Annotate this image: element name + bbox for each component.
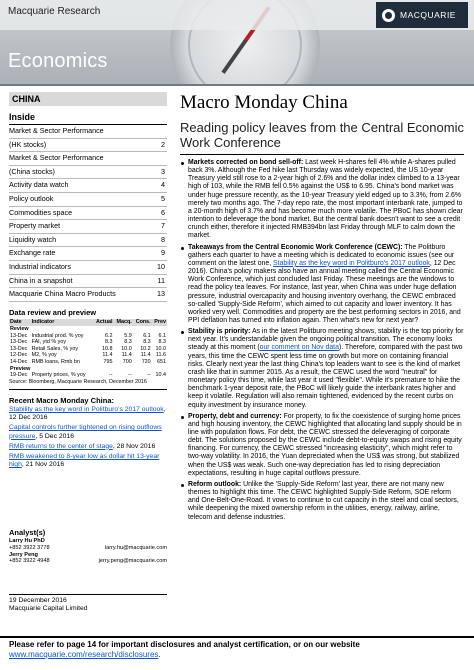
data-review-cell: -- — [128, 372, 132, 379]
toc-item-page: 4 — [161, 180, 165, 190]
data-review-column-header: Prev — [152, 319, 167, 326]
toc-item[interactable] — [9, 275, 167, 289]
data-review-cell: 8.3 — [158, 339, 166, 346]
toc-item-page: 10 — [157, 261, 165, 271]
data-review-row — [9, 359, 167, 366]
data-review-cell: 14-Dec — [10, 358, 28, 365]
data-review-group-row — [9, 326, 167, 333]
data-review-cell: 10.0 — [121, 345, 132, 352]
recent-reports-heading: Recent Macro Monday China: — [9, 395, 115, 405]
footer — [0, 636, 474, 670]
data-review-cell: 651 — [157, 358, 166, 365]
key-point-lead: Markets corrected on bond sell-off: — [188, 159, 304, 166]
section-title: Economics — [8, 50, 108, 72]
key-point — [180, 159, 464, 241]
toc-item-label: Market & Sector Performance — [9, 126, 104, 135]
toc-item[interactable] — [9, 179, 167, 193]
analysts-heading: Analyst(s) — [9, 528, 46, 537]
report-date-block — [9, 594, 167, 613]
data-review-cell: 8.3 — [143, 339, 151, 346]
recent-report-link[interactable]: Capital controls further tightened on rising outflows pressure — [9, 424, 162, 440]
data-review-cell: 6.1 — [143, 332, 151, 339]
recent-report-date: , 5 Dec 2016 — [35, 432, 74, 440]
toc-item[interactable] — [9, 139, 167, 153]
table-of-contents — [9, 125, 167, 302]
toc-item[interactable] — [9, 234, 167, 248]
data-review-cell: 12-Dec — [10, 352, 28, 359]
recent-report-item — [9, 443, 167, 451]
key-point-link[interactable]: Stability as the key word in Politburo's 2017 outlook — [273, 259, 430, 267]
data-review-column-header: Actual — [93, 319, 114, 326]
analyst-name: Jerry Peng — [9, 551, 38, 558]
key-point-lead: Stability is priority: — [188, 328, 251, 336]
toc-item-page — [165, 127, 167, 136]
logo-text: MACQUARIE — [400, 10, 456, 20]
data-review-column-header: Indicator — [31, 319, 93, 326]
key-point-link[interactable]: our comment on Nov data — [259, 344, 339, 352]
data-review-column-header: Macq. — [114, 319, 133, 326]
key-point — [180, 244, 464, 326]
data-review-cell: 720 — [141, 358, 151, 365]
data-review-cell: 10.2 — [140, 345, 151, 352]
data-review-cell: -- — [108, 372, 113, 379]
toc-item[interactable] — [9, 220, 167, 234]
data-review-cell: 13-Dec — [10, 345, 28, 352]
recent-report-date: , 21 Nov 2016 — [21, 461, 65, 469]
data-review-table — [9, 319, 167, 379]
toc-item-page: 5 — [161, 193, 165, 203]
main-content — [180, 92, 464, 525]
toc-item[interactable] — [9, 261, 167, 275]
analyst-phone: +852 3922 3778 — [9, 544, 50, 551]
toc-item-page: 3 — [161, 166, 165, 176]
data-review-cell: -- — [147, 372, 151, 379]
key-point-text: As in the latest Politburo meeting shows, stability is the top priority for next year. It's understandable given the ongoing political transition. The economy looks steady at this moment ( — [188, 328, 464, 352]
data-review-group-label: Preview — [10, 365, 31, 372]
toc-item-label: Industrial indicators — [9, 261, 71, 271]
recent-report-date: , 12 Dec 2016 — [9, 405, 166, 422]
key-point — [180, 328, 464, 410]
key-point-lead: Takeaways from the Central Economic Work Conference (CEWC): — [188, 243, 403, 251]
key-point-text-continued: ). Therefore, compared with the past two years, this time the CEWC spent less time on growth but more on containing financial risks. Clearly next year the last thing China's top leaders want to see is the kind of market crash like that in summer 2015. As a result, the CEWC used the word "neutral" for monetary policy this time, while last year it used "flexible". While it's premature to hike the benchmark 1-year deposit rate, the PBoC will likely guide the interbank rates higher and keep it volatile. Regulation will also remain tightened, evidenced by the recent curbs on equity investment by insurance money. — [188, 344, 463, 409]
toc-item[interactable] — [9, 207, 167, 221]
recent-report-item — [9, 406, 167, 422]
country-label: CHINA — [9, 92, 167, 106]
report-title: Macro Monday China — [180, 92, 348, 113]
header-divider — [0, 84, 474, 86]
disclosure-link-row — [9, 650, 465, 660]
data-review-group-label: Review — [10, 326, 29, 333]
toc-item[interactable] — [9, 152, 167, 166]
toc-item-page — [165, 154, 167, 163]
disclosure-link-suffix: . — [158, 650, 161, 659]
data-review-cell: RMB loans, Rmb bn — [31, 358, 80, 365]
data-review-cell: 13-Dec — [10, 332, 28, 339]
toc-item-label: Activity data watch — [9, 180, 69, 190]
key-point-lead: Reform outlook: — [188, 480, 242, 488]
analyst-email[interactable]: jerry.peng@macquarie.com — [98, 558, 167, 565]
data-review-column-header: Date — [9, 319, 31, 326]
toc-item[interactable] — [9, 247, 167, 261]
data-review-column-header: Cons. — [133, 319, 152, 326]
data-review-row — [9, 372, 167, 379]
analyst-email[interactable]: larry.hu@macquarie.com — [104, 544, 167, 551]
macquarie-logo — [376, 2, 468, 28]
toc-item-page: 9 — [161, 248, 165, 258]
key-points-list — [180, 159, 464, 522]
key-point-text: Unlike the 'Supply-Side Reform' last year, there are not many new themes to highlight this time. The CEWC highlighted Supply-Side Reform, SOE reform and One-Belt-One-Road. It vows to continue to cut capacity in the steel and coal sectors, while deepening the mixed ownership reform in the utilities, energy, railway, airline, telecom and defense industries. — [188, 480, 459, 521]
data-review-source: Source: Bloomberg, Macquarie Research, December 2016 — [9, 379, 167, 390]
key-point-text: Last week H-shares fell 4% while A-shares pulled back 3%. Although the Fed hike last Thursday was widely expected, the US 10-year Treasury yield still rose to a 2-year high of 2.6% and the dollar index climbed to a 13-year high of 103, while the RMB fell 0.5% against the US$ to 6.95. China's bond market was under huge pressure recently, as the 10-year Treasury yield edged up to 3.3%, from 2.6% merely two months ago. The 7-day repo rate, the most important interbank rate, jumped to a 20-month high of 3.7% and has become much more volatile. The PBoC has shown clear intention to deleverage the bond market. But the central bank doesn't want to see a credit crunch either, therefore it injected RMB394bn last Friday through MLF to calm down the market. — [188, 159, 463, 240]
toc-item-page: 8 — [161, 234, 165, 244]
data-review-cell: 795 — [103, 358, 113, 365]
toc-item-label: Exchange rate — [9, 248, 56, 258]
toc-item-label: China in a snapshot — [9, 275, 73, 285]
data-review-cell: 8.3 — [124, 339, 132, 346]
disclosure-text: Please refer to page 14 for important disclosures and analyst certification, or on our website — [9, 640, 360, 649]
toc-item-label: Liquidity watch — [9, 234, 57, 244]
sidebar — [9, 92, 167, 471]
toc-item-label: (HK stocks) — [9, 139, 47, 149]
key-point-text-continued: , 12 Dec 2016). China's policy makers also have an annual meeting called the Central Economic Work Conference, which just concluded last Friday. These meetings are the windows to read the policy tea leaves. For instance, last year, when China was under huge deflation pressure, industrial overcapacity and housing inventory overhang, the CEWC embraced so-called 'Supply-Side Reform', which aimed to cut capacity and lower inventory. It has worked very well. Commodities and property are the best performing sectors in 2016, and PPI deflation has turned into inflation again. Then what's new for next year? — [188, 259, 461, 324]
data-review-cell: 5.9 — [124, 332, 132, 339]
toc-item-page: 7 — [161, 221, 165, 231]
data-review-cell: 700 — [122, 358, 132, 365]
toc-item-label: Property market — [9, 221, 61, 231]
company-name: Macquarie Capital Limited — [9, 605, 88, 612]
toc-item-label: (China stocks) — [9, 166, 55, 176]
toc-item-label: Commodities space — [9, 207, 73, 217]
data-review-body — [9, 326, 167, 379]
brand-research-label: Macquarie Research — [8, 6, 101, 17]
toc-item[interactable] — [9, 166, 167, 180]
analysts-block — [9, 538, 167, 565]
data-review-row — [9, 332, 167, 339]
data-review-cell: 11.6 — [155, 352, 166, 359]
toc-item[interactable] — [9, 193, 167, 207]
data-review-cell: 6.2 — [105, 332, 113, 339]
data-review-cell: Retail Sales, % yoy — [31, 345, 79, 352]
data-review-cell: 8.3 — [105, 339, 113, 346]
data-review-cell: 11.4 — [102, 352, 113, 359]
toc-item-page: 2 — [161, 139, 165, 149]
data-review-group-row — [9, 365, 167, 372]
key-point-text: The Politburo gathers each quarter to have a meeting which is dedicated to economic issues (see our comment on the latest one, — [188, 243, 455, 267]
analyst-phone: +852 3922 4948 — [9, 558, 50, 565]
key-point — [180, 413, 464, 478]
recent-report-link[interactable]: Stability as the key word in Politburo's 2017 outlook — [9, 405, 164, 413]
key-point-lead: Property, debt and currency: — [188, 412, 282, 420]
disclosure-link[interactable]: www.macquarie.com/research/disclosures — [9, 650, 159, 659]
data-review-cell: 13-Dec — [10, 339, 28, 346]
data-review-header-row — [9, 319, 167, 326]
toc-item[interactable] — [9, 288, 167, 302]
toc-item-page: 11 — [157, 275, 165, 285]
recent-report-link[interactable]: RMB weakened to 8-year low as dollar hit 13-year high — [9, 452, 160, 469]
data-review-cell: 19-Dec — [10, 372, 28, 379]
data-review-cell: 10.4 — [155, 372, 166, 379]
toc-item-label: Policy outlook — [9, 193, 54, 203]
data-review-row — [9, 346, 167, 353]
analyst-name: Larry Hu PhD — [9, 538, 45, 544]
toc-item-label: Market & Sector Performance — [9, 153, 104, 163]
analyst-contact-row — [9, 558, 167, 565]
macquarie-logo-icon — [382, 9, 395, 22]
recent-report-item — [9, 424, 167, 440]
inside-heading: Inside — [9, 112, 167, 125]
data-review-cell: 11.4 — [140, 352, 151, 359]
recent-report-link[interactable]: RMB returns to the center of stage — [9, 442, 113, 450]
analyst-contact-row — [9, 545, 167, 552]
header-banner — [0, 0, 474, 86]
data-review-cell: Property prices, % yoy — [31, 372, 86, 379]
toc-item-label: Macquarie China Macro Products — [9, 289, 116, 299]
data-review-cell: 10.8 — [102, 345, 113, 352]
key-point — [180, 481, 464, 522]
data-review-row — [9, 352, 167, 359]
recent-reports-list — [9, 406, 167, 469]
data-review-cell: 10.0 — [155, 345, 166, 352]
data-review-cell: 11.4 — [121, 352, 132, 359]
key-point-text: For property, to fix the coexistence of surging home prices and high housing inventory, the CEWC highlighted that allocating land supply should be in line with population flows. For debt, the CEWC stressed the deleveraging of corporate debt. The solutions proposed by the CEWC include debt-to-equity swaps and rising equity financing. For currency, the CEWC stressed "increasing elasticity", which might refer to two-way volatility. In 2016, the Yuan depreciated when the US$ was strong, but stabilized when the US$ was weak. Such one-way depreciation has led to rising depreciation expectations, resulting in huge capital outflows pressure. — [188, 412, 462, 477]
data-review-cell: M2, % yoy — [31, 352, 57, 359]
data-review-heading: Data review and preview — [9, 307, 97, 317]
toc-item-page: 13 — [157, 289, 165, 299]
data-review-cell: FAI, ytd % yoy — [31, 339, 67, 346]
recent-report-date: , 28 Nov 2016 — [112, 442, 156, 450]
report-subtitle: Reading policy leaves from the Central Economic Work Conference — [180, 120, 464, 155]
data-review-row — [9, 339, 167, 346]
toc-item[interactable] — [9, 125, 167, 139]
toc-item-page: 6 — [161, 207, 165, 217]
data-review-cell: Industrial prod. % yoy — [31, 332, 84, 339]
recent-report-item — [9, 453, 167, 469]
report-date: 19 December 2016 — [9, 597, 67, 604]
data-review-cell: 6.1 — [158, 332, 166, 339]
